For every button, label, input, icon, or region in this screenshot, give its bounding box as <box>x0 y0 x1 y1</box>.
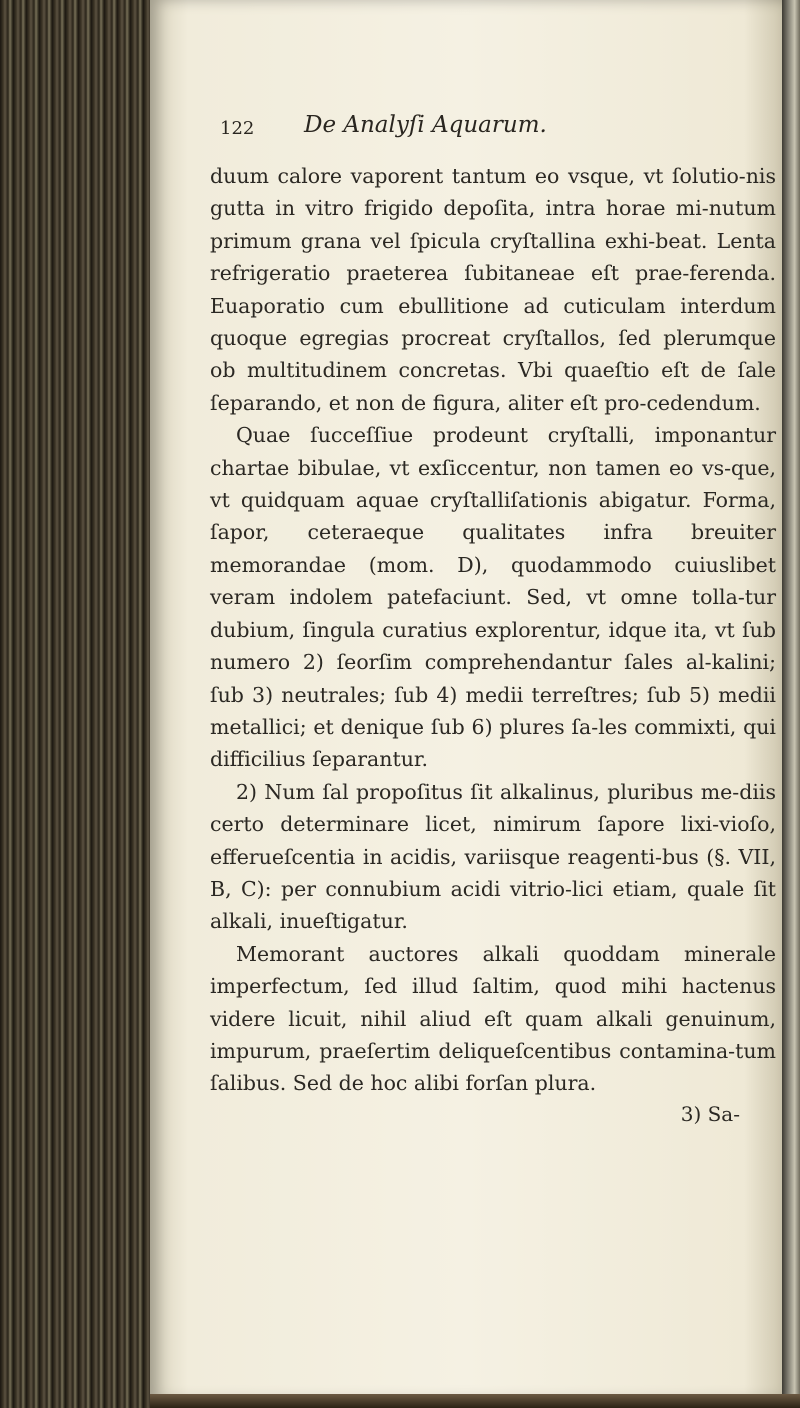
paragraph-4: Memorant auctores alkali quoddam minerale imperfectum, ſed illud ſaltim, quod mihi hactenus videre licuit, nihil aliud eſt quam alkali genuinum, impurum, praeſertim deliqueſcentibus contamina-tum ſalibus. Sed de hoc alibi forſan plura. <box>210 941 776 1096</box>
book-page <box>150 0 782 1400</box>
paragraph-3: 2) Num ſal propoſitus ſit alkalinus, pluribus me-diis certo determinare licet, nimirum ſapore lixi-vioſo, efferueſcentia in acidis, variisque reagenti-bus (§. VII, B, C): per connubium acidi vitrio-lici etiam, quale ſit alkali, inueſtigatur. <box>210 779 776 934</box>
bottom-edge <box>150 1394 800 1408</box>
catchword: 3) Sa- <box>680 1102 740 1126</box>
page-number: 122 <box>220 118 255 139</box>
book-spine <box>0 0 160 1408</box>
page-edge <box>782 0 800 1408</box>
body-text <box>210 160 776 1100</box>
page-header <box>220 112 740 152</box>
paragraph-1: duum calore vaporent tantum eo vsque, vt ſolutio-nis gutta in vitro frigido depoſita, intra horae mi-nutum primum grana vel ſpicula cryſtallina exhi-beat. Lenta refrigeratio praeterea ſubitaneae eſt prae-ferenda. Euaporatio cum ebullitione ad cuticulam interdum quoque egregias procreat cryſtallos, ſed plerumque ob multitudinem concretas. Vbi quaeſtio eſt de ſale ſeparando, et non de figura, aliter eſt pro-cedendum. <box>210 164 776 415</box>
paragraph-2: Quae ſucceſſiue prodeunt cryſtalli, imponantur chartae bibulae, vt exſiccentur, non tamen eo vs-que, vt quidquam aquae cryſtalliſationis abigatur. Forma, ſapor, ceteraeque qualitates infra breuiter memorandae (mom. D), quodammodo cuiuslibet veram indolem patefaciunt. Sed, vt omne tolla-tur dubium, ſingula curatius explorentur, idque ita, vt ſub numero 2) ſeorſim comprehendantur ſales al-kalini; ſub 3) neutrales; ſub 4) medii terreſtres; ſub 5) medii metallici; et denique ſub 6) plures ſa-les commixti, qui difficilius ſeparantur. <box>210 423 776 772</box>
running-title: De Analyſi Aquarum. <box>304 112 547 138</box>
